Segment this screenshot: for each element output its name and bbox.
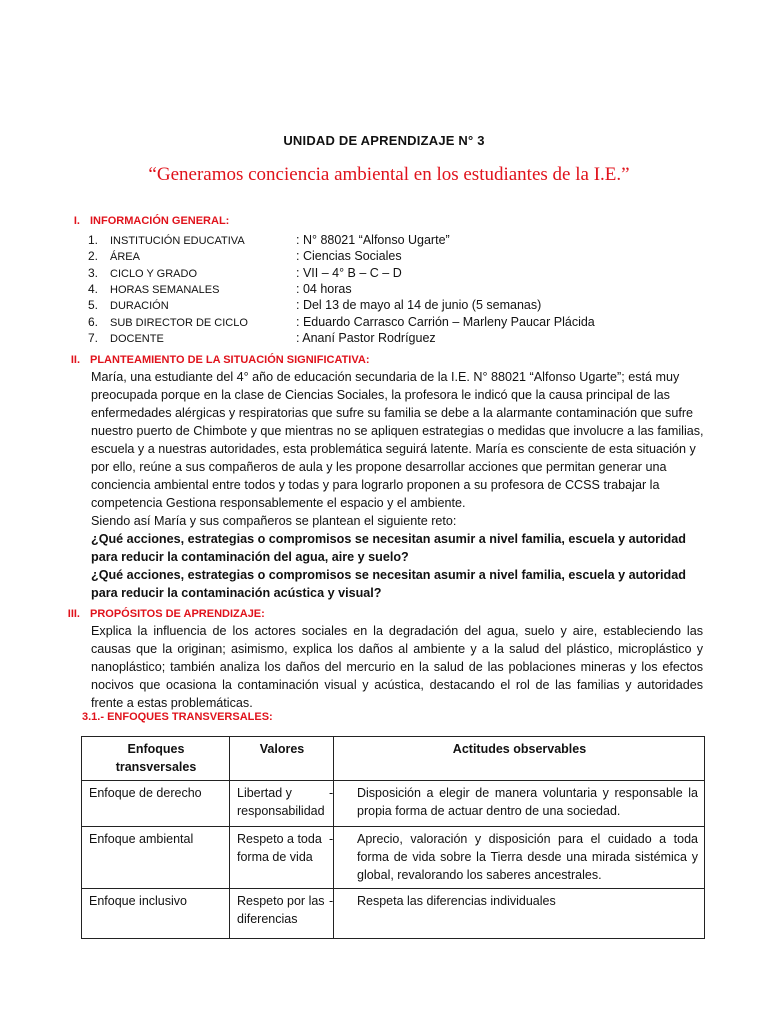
info-label: DURACIÓN [110, 300, 169, 312]
unit-title: UNIDAD DE APRENDIZAJE N° 3 [283, 133, 485, 148]
header-enfoques: Enfoques transversales [82, 737, 230, 781]
actitud-item [329, 830, 698, 884]
info-row [88, 314, 595, 330]
info-value: : Ciencias Sociales [296, 249, 402, 263]
section-3-number: III. [67, 608, 80, 620]
cell-actitud [329, 781, 705, 827]
info-number: 3. [88, 266, 99, 280]
info-number: 6. [88, 315, 99, 329]
table-header-row [82, 737, 705, 781]
actitud-text: Disposición a elegir de manera voluntaria y responsable la propia forma de actuar dentro de una sociedad. [357, 786, 698, 818]
subsection-3-1-title: 3.1.- ENFOQUES TRANSVERSALES: [82, 711, 273, 723]
section-3-heading [60, 608, 265, 620]
cell-actitud [329, 827, 705, 889]
info-value: : Eduardo Carrasco Carrión – Marleny Paucar Plácida [296, 315, 595, 329]
cell-valor: Respeto a toda forma de vida [230, 827, 334, 889]
info-label: CICLO Y GRADO [110, 268, 198, 280]
dash-bullet: - [329, 832, 334, 846]
info-row [88, 281, 352, 297]
section-3-title: PROPÓSITOS DE APRENDIZAJE: [90, 608, 265, 620]
info-value: : 04 horas [296, 282, 352, 296]
info-row [88, 248, 402, 264]
section-2-title: PLANTEAMIENTO DE LA SITUACIÓN SIGNIFICATIVA: [90, 354, 370, 366]
actitud-item [329, 892, 698, 910]
header-actitudes: Actitudes observables [334, 737, 705, 781]
info-label: HORAS SEMANALES [110, 284, 220, 296]
section-2-heading [60, 354, 369, 366]
section-1-title: INFORMACIÓN GENERAL: [90, 215, 230, 227]
info-row [88, 265, 402, 281]
cell-enfoque: Enfoque ambiental [82, 827, 230, 889]
purpose-paragraph: Explica la influencia de los actores sociales en la degradación del agua, suelo y aire, estableciendo las causas que la originan; asimismo, explica los daños al ambiente y a la salud del plástico, microplástico y nanoplástico; también analiza los daños del mercurio en la salud de las poblaciones mineras y los efectos nocivos que ocasiona la contaminación visual y acústica, destacando el rol de las familias y autoridades frente a estas problemáticas. [91, 624, 703, 710]
info-row [88, 330, 436, 346]
challenge-question-2: ¿Qué acciones, estrategias o compromisos se necesitan asumir a nivel familia, escuela y autoridad para reducir la contaminación acústica y visual? [91, 568, 686, 600]
situation-block [91, 368, 711, 602]
cell-valor: Libertad y responsabilidad [230, 781, 334, 827]
info-number: 7. [88, 331, 99, 345]
table-row [82, 827, 705, 889]
cell-enfoque: Enfoque de derecho [82, 781, 230, 827]
info-number: 5. [88, 298, 99, 312]
info-value: : Del 13 de mayo al 14 de junio (5 semanas) [296, 298, 542, 312]
info-number: 4. [88, 282, 99, 296]
info-row [88, 297, 541, 313]
table-row [82, 889, 705, 939]
purpose-block [91, 622, 703, 712]
info-label: SUB DIRECTOR DE CICLO [110, 317, 248, 329]
enfoques-table [81, 736, 705, 939]
dash-bullet: - [329, 786, 334, 800]
cell-actitud [329, 889, 705, 939]
info-label: DOCENTE [110, 333, 164, 345]
section-2-number: II. [70, 354, 80, 366]
challenge-intro: Siendo así María y sus compañeros se plantean el siguiente reto: [91, 514, 457, 528]
section-1-heading [60, 215, 229, 227]
info-number: 1. [88, 233, 99, 247]
info-row [88, 232, 450, 248]
table-row [82, 781, 705, 827]
section-1-number: I. [73, 215, 80, 227]
info-label: INSTITUCIÓN EDUCATIVA [110, 235, 245, 247]
actitud-text: Aprecio, valoración y disposición para el cuidado a toda forma de vida sobre la Tierra desde una mirada sistémica y global, revalorando los saberes ancestrales. [357, 832, 698, 882]
challenge-question-1: ¿Qué acciones, estrategias o compromisos se necesitan asumir a nivel familia, escuela y autoridad para reducir la contaminación del agua, aire y suelo? [91, 532, 686, 564]
dash-bullet: - [329, 894, 334, 908]
info-value: : N° 88021 “Alfonso Ugarte” [296, 233, 450, 247]
situation-paragraph: María, una estudiante del 4° año de educación secundaria de la I.E. N° 88021 “Alfonso Ugarte”; está muy preocupada porque en la clase de Ciencias Sociales, la profesora le indicó que la causa principal de las enfermedades alérgicas y respiratorias que sufre su familia se debe a la alarmante contaminación que sufre nuestro puerto de Chimbote y que mientras no se apliquen estrategias o medidas que involucre a las familias, escuela y a nuestras autoridades, esta problemática seguirá latente. María es consciente de esta situación y por ello, reúne a sus compañeros de aula y les propone desarrollar acciones que permitan generar una conciencia ambiental entre todos y todas y para lograrlo proponen a su profesora de CCSS trabajar la competencia Gestiona responsablemente el espacio y el ambiente. [91, 370, 704, 510]
info-label: ÁREA [110, 251, 140, 263]
cell-valor: Respeto por las diferencias [230, 889, 334, 939]
info-number: 2. [88, 249, 99, 263]
main-title: “Generamos conciencia ambiental en los estudiantes de la I.E.” [148, 164, 630, 185]
actitud-item [329, 784, 698, 820]
cell-enfoque: Enfoque inclusivo [82, 889, 230, 939]
info-value: : Ananí Pastor Rodríguez [296, 331, 436, 345]
header-valores: Valores [230, 737, 334, 781]
actitud-text: Respeta las diferencias individuales [357, 894, 556, 908]
info-value: : VII – 4° B – C – D [296, 266, 402, 280]
